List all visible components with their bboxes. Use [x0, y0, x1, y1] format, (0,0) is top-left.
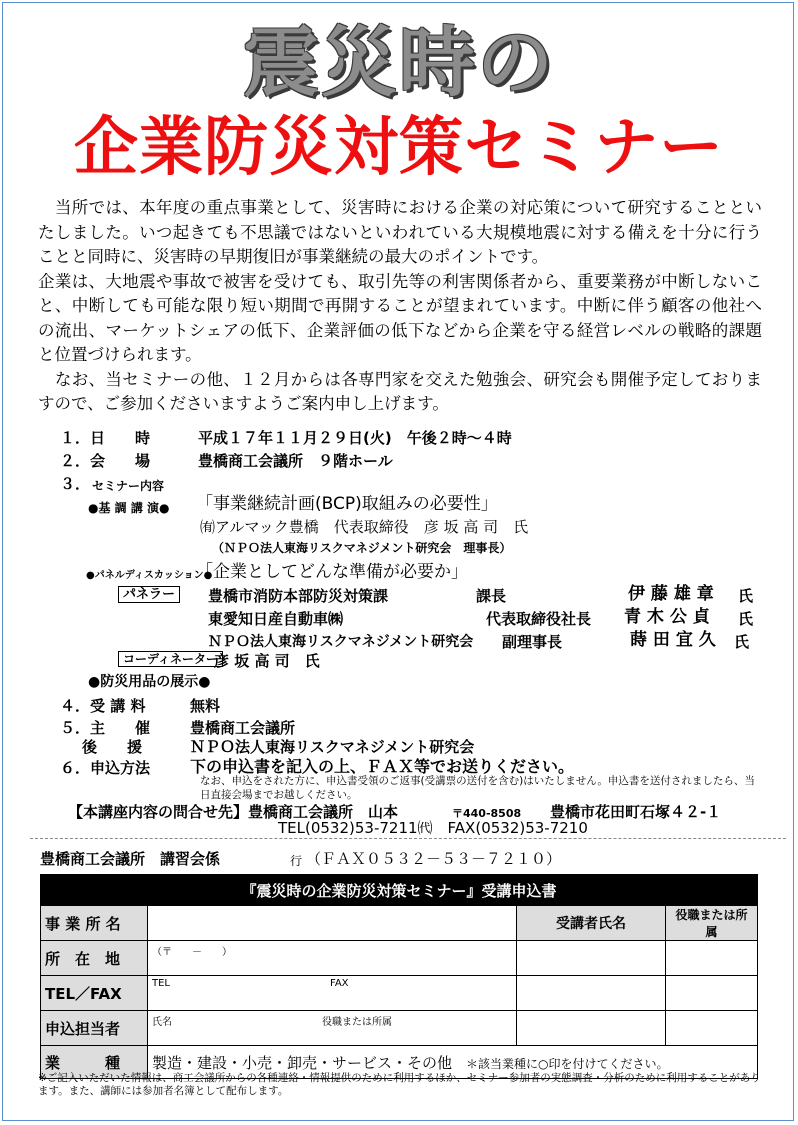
panelist-role: 課長	[476, 587, 507, 605]
contact-field[interactable]	[148, 1011, 517, 1046]
industry-note: ＊該当業種に○印を付けてください。	[466, 1056, 669, 1071]
panelist-role: 代表取締役社長	[486, 610, 592, 628]
schedule-value: 平成１７年１１月２９日(火) 午後２時～４時	[198, 429, 512, 447]
cut-line	[30, 838, 786, 839]
pos-hint: 役職または所属	[322, 1017, 392, 1028]
contact-label: 申込担当者	[41, 1011, 148, 1046]
company-label: 事 業 所 名	[41, 906, 148, 941]
venue-label: ２．会 場	[60, 452, 151, 470]
intro-paragraph: なお、当セミナーの他、１２月からは各専門家を交えた勉強会、研究会も開催予定しておりますので、ご参加くださいますようご案内申し上げます。	[38, 369, 762, 413]
support-value: ＮＰＯ法人東海リスクマネジメント研究会	[190, 738, 475, 756]
intro-text	[38, 196, 762, 417]
position-field[interactable]	[666, 941, 758, 976]
panelist-tag-label: パネラー	[118, 586, 180, 603]
panelist-role: 副理事長	[502, 633, 563, 651]
content-num: ３．	[60, 475, 91, 493]
host-label: ５．主 催	[60, 719, 151, 737]
coordinator-tag	[118, 651, 223, 667]
keynote-speaker: ㈲アルマック豊橋 代表取締役 彦 坂 高 司 氏	[200, 518, 529, 536]
panelist-suffix: 氏	[734, 633, 750, 651]
coordinator-tag-label: コーディネーター	[118, 651, 223, 667]
apply-label: ６．申込方法	[60, 759, 151, 777]
fee-label: ４．受 講 料	[60, 697, 146, 715]
address-field[interactable]: （〒 － ）	[148, 941, 517, 976]
industry-options[interactable]: 製造・建設・小売・卸売・サービス・その他	[152, 1053, 453, 1072]
panelist-org: ＮＰＯ法人東海リスクマネジメント研究会	[208, 634, 474, 650]
intro-paragraph: 企業は、大地震や事故で被害を受けても、取引先等の利害関係者から、重要業務が中断しないこと、中断しても可能な限り短い期間で再開することが望まれています。中断に伴う顧客の他社への流出、マーケットシェアの低下、企業評価の低下などから企業を守る経営レベルの戦略的課題と位置づけられます。	[38, 271, 762, 364]
footnote: ※ご記入いただいた情報は、商工会議所からの各種連絡・情報提供のために利用するほか、セミナー参加者の実態調査・分析のために利用することがあります。また、講師には参加者名簿として配布します。	[38, 1072, 761, 1097]
panelist-suffix: 氏	[738, 610, 754, 628]
content-label: セミナー内容	[92, 479, 165, 493]
tel-hint: TEL	[152, 978, 170, 989]
attendee-field[interactable]	[517, 941, 666, 976]
attendee-field[interactable]	[517, 1011, 666, 1046]
intro-paragraph: 当所では、本年度の重点事業として、災害時における企業の対応策について研究することといたしました。いつ起きても不思議ではないといわれている大規模地震に対する備えを十分に行うことと同時に、災害時の早期復旧が事業継続の最大のポイントです。	[38, 198, 762, 266]
panelist-org: 東愛知日産自動車㈱	[208, 610, 344, 628]
coordinator-name: 彦 坂 高 司 氏	[214, 652, 320, 670]
panelist-name: 青 木 公 貞	[624, 607, 710, 627]
position-field[interactable]	[666, 1011, 758, 1046]
inquiry-tel: TEL(0532)53-7211㈹ FAX(0532)53-7210	[278, 819, 588, 837]
panel-title: 「企業としてどんな準備が必要か」	[196, 562, 468, 582]
keynote-speaker-note: （ＮＰＯ法人東海リスクマネジメント研究会 理事長）	[212, 541, 512, 555]
position-label: 役職または所属	[666, 906, 758, 941]
panelist-name: 伊 藤 雄 章	[628, 584, 714, 604]
sendto-fax: （ＦＡＸ０５３２－５３－７２１０）	[306, 850, 562, 868]
keynote-title: 「事業継続計画(BCP)取組みの必要性」	[196, 494, 498, 514]
apply-value: 下の申込書を記入の上、ＦＡＸ等でお送りください。	[190, 757, 575, 776]
panel-label: ●パネルディスカッション●	[86, 570, 213, 581]
panelist-suffix: 氏	[738, 587, 754, 605]
name-hint: 氏名	[152, 1017, 172, 1028]
exhibit-label: ●防災用品の展示●	[88, 674, 211, 690]
title-line1: 震災時の	[243, 18, 555, 107]
telfax-label: TEL／FAX	[41, 976, 148, 1011]
schedule-label: １．日 時	[60, 429, 151, 447]
form-header: 『震災時の企業防災対策セミナー』受講申込書	[41, 875, 758, 906]
address-label: 所 在 地	[41, 941, 148, 976]
telfax-field[interactable]	[148, 976, 517, 1011]
panelist-name: 蒔 田 宜 久	[630, 630, 716, 650]
fee-value: 無料	[190, 697, 221, 715]
support-label: 後 援	[82, 738, 143, 756]
inquiry-label: 【本講座内容の問合せ先】豊橋商工会議所 山本	[68, 803, 399, 821]
fax-hint: FAX	[330, 978, 349, 989]
venue-value: 豊橋商工会議所 ９階ホール	[198, 452, 393, 470]
application-form	[40, 874, 758, 1079]
position-field[interactable]	[666, 976, 758, 1011]
attendee-field[interactable]	[517, 976, 666, 1011]
inquiry-postal: 〒440-8508	[452, 807, 522, 820]
title-line2: 企業防災対策セミナー	[74, 111, 724, 185]
panelist-org: 豊橋市消防本部防災対策課	[208, 587, 389, 605]
attendee-label: 受講者氏名	[517, 906, 666, 941]
sendto-suffix: 行	[290, 854, 303, 868]
host-value: 豊橋商工会議所	[190, 719, 296, 737]
apply-note: なお、申込をされた方に、申込書受領のご返事(受講票の送付を含む)はいたしません。申込書を送付されましたら、当日直接会場までお越しください。	[200, 775, 755, 801]
sendto-org: 豊橋商工会議所 講習会係	[40, 850, 221, 868]
industry-label: 業 種	[41, 1046, 148, 1079]
keynote-label: ●基 調 講 演●	[88, 501, 170, 515]
company-field[interactable]	[148, 906, 517, 941]
panelist-tag	[118, 586, 180, 603]
inquiry-address: 豊橋市花田町石塚４２-１	[550, 803, 722, 821]
